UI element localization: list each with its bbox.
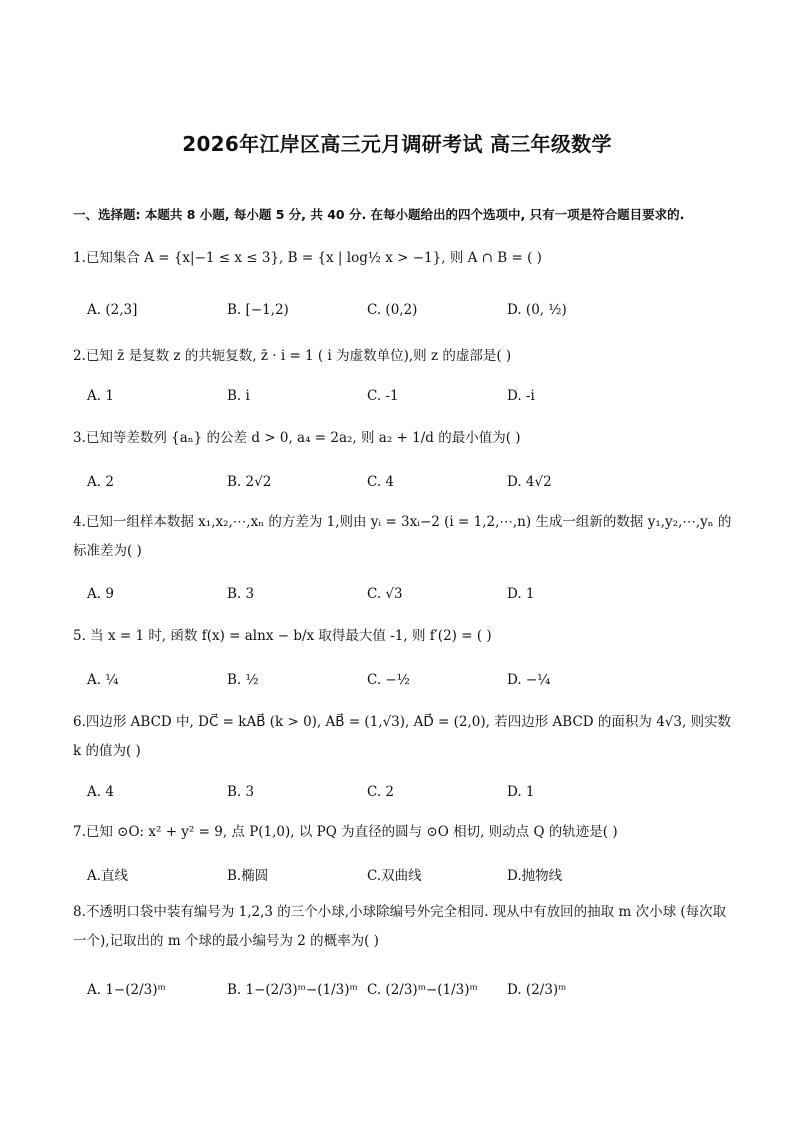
option-a: A. 9 [87, 586, 114, 602]
options-6 [87, 784, 687, 808]
question-2 [73, 342, 733, 371]
options-1 [87, 302, 687, 326]
options-3 [87, 474, 687, 498]
option-b: B. 1−(2/3)ᵐ−(1/3)ᵐ [227, 982, 358, 998]
option-a: A. 4 [87, 784, 114, 800]
question-5 [73, 622, 733, 651]
question-4 [73, 508, 733, 566]
question-stem: 5. 当 x = 1 时, 函数 f(x) = alnx − b/x 取得最大值 -1, 则 f′(2) = ( ) [73, 628, 492, 644]
options-8 [87, 982, 687, 1006]
option-a: A. 1−(2/3)ᵐ [87, 982, 166, 998]
question-1 [73, 244, 733, 273]
option-d: D. 4√2 [507, 474, 552, 490]
question-7 [73, 818, 733, 847]
option-a: A. ¼ [87, 672, 119, 688]
option-c: C. 4 [367, 474, 395, 490]
question-6 [73, 708, 733, 766]
option-a: A. 2 [87, 474, 114, 490]
option-d: D. (0, ½) [507, 302, 567, 318]
options-2 [87, 388, 687, 412]
option-b: B. ½ [227, 672, 259, 688]
question-stem: 7.已知 ⊙O: x² + y² = 9, 点 P(1,0), 以 PQ 为直径的圆与 ⊙O 相切, 则动点 Q 的轨迹是( ) [73, 824, 618, 840]
question-8 [73, 898, 733, 956]
option-d: D. 1 [507, 586, 535, 602]
option-b: B. 2√2 [227, 474, 272, 490]
options-4 [87, 586, 687, 610]
question-stem: 6.四边形 ABCD 中, DC⃗ = kAB⃗ (k > 0), AB⃗ = (1,√3), AD⃗ = (2,0), 若四边形 ABCD 的面积为 4√3, 则实数 k 的值为( ) [73, 714, 732, 759]
option-c: C. (2/3)ᵐ−(1/3)ᵐ [367, 982, 478, 998]
options-5 [87, 672, 687, 696]
question-stem: 4.已知一组样本数据 x₁,x₂,⋯,xₙ 的方差为 1,则由 yᵢ = 3xᵢ−2 (i = 1,2,⋯,n) 生成一组新的数据 y₁,y₂,⋯,yₙ 的标准差为( ) [73, 514, 732, 559]
option-a: A. (2,3] [87, 302, 138, 318]
option-a: A. 1 [87, 388, 114, 404]
question-stem: 3.已知等差数列 {aₙ} 的公差 d > 0, a₄ = 2a₂, 则 a₂ + 1/d 的最小值为( ) [73, 430, 521, 446]
option-c: C. 2 [367, 784, 395, 800]
option-d: D. (2/3)ᵐ [507, 982, 567, 998]
option-c: C. √3 [367, 586, 403, 602]
option-b: B. 3 [227, 586, 255, 602]
option-c: C.双曲线 [367, 868, 422, 884]
option-b: B. 3 [227, 784, 255, 800]
option-c: C. (0,2) [367, 302, 418, 318]
option-d: D. 1 [507, 784, 535, 800]
question-stem: 8.不透明口袋中装有编号为 1,2,3 的三个小球,小球除编号外完全相同. 现从中有放回的抽取 m 次小球 (每次取一个),记取出的 m 个球的最小编号为 2 的概率为( ) [73, 904, 727, 949]
option-d: D. −¼ [507, 672, 551, 688]
question-stem: 2.已知 z̄ 是复数 z 的共轭复数, z̄ · i = 1 ( i 为虚数单位),则 z 的虚部是( ) [73, 348, 512, 364]
option-c: C. -1 [367, 388, 399, 404]
option-b: B.椭圆 [227, 868, 269, 884]
question-stem: 1.已知集合 A = {x|−1 ≤ x ≤ 3}, B = {x | log½ x > −1}, 则 A ∩ B = ( ) [73, 250, 542, 266]
option-d: D. -i [507, 388, 535, 404]
option-c: C. −½ [367, 672, 410, 688]
option-d: D.抛物线 [507, 868, 563, 884]
option-a: A.直线 [87, 868, 129, 884]
question-3 [73, 424, 733, 453]
section-heading: 一、选择题: 本题共 8 小题, 每小题 5 分, 共 40 分. 在每小题给出的四个选项中, 只有一项是符合题目要求的. [73, 207, 685, 222]
option-b: B. [−1,2) [227, 302, 289, 318]
option-b: B. i [227, 388, 250, 404]
exam-title: 2026年江岸区高三元月调研考试 高三年级数学 [182, 132, 612, 156]
options-7 [87, 864, 687, 888]
